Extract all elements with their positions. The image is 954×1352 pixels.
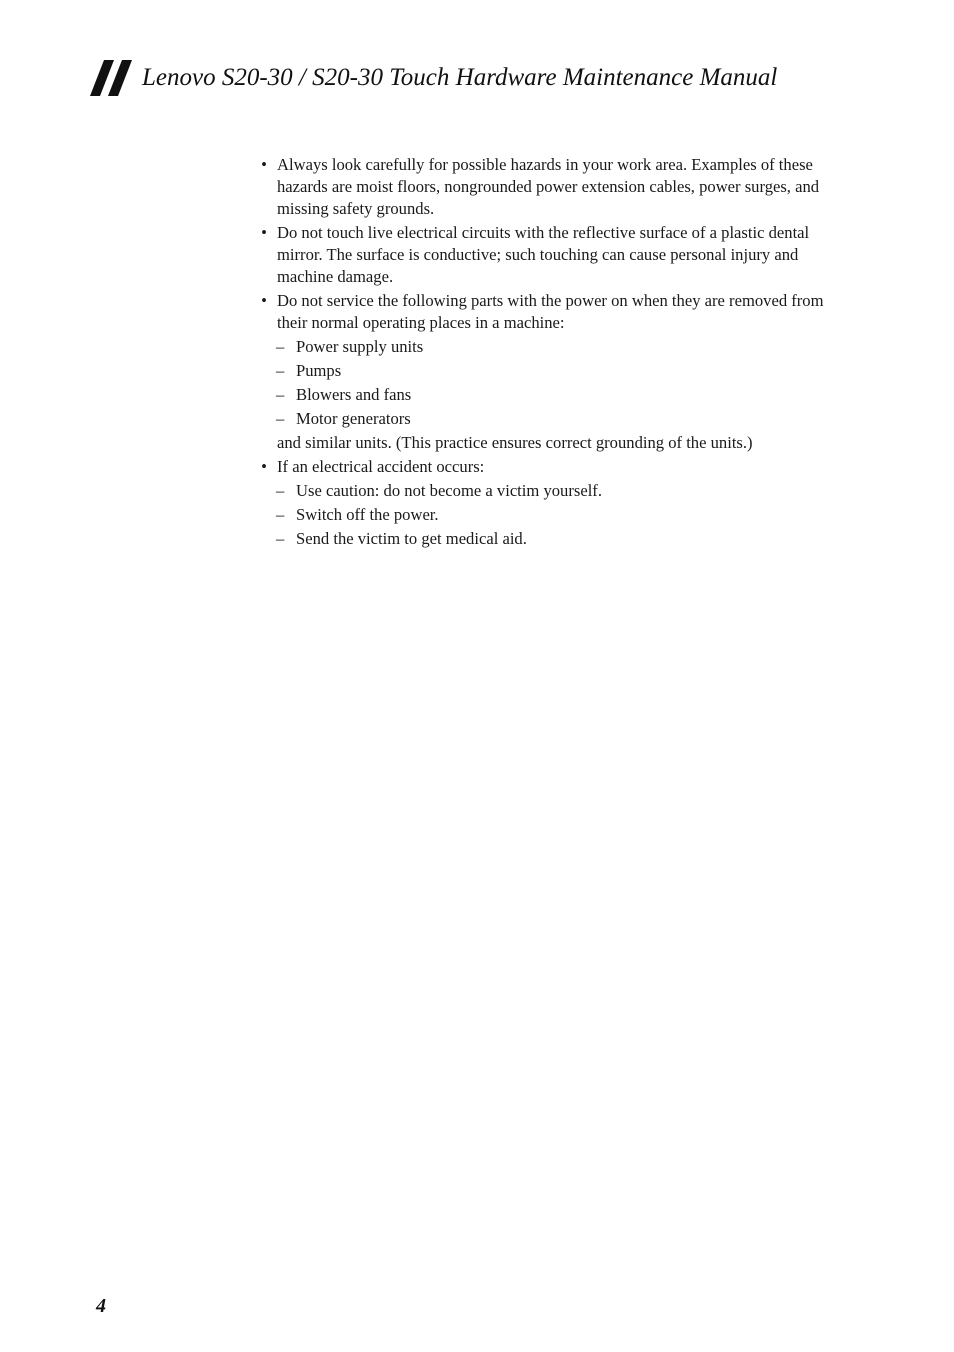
page-header xyxy=(90,58,777,98)
dash-symbol: – xyxy=(276,409,285,428)
sub-list-item-text: Motor generators xyxy=(296,409,411,428)
list-item-text: Do not touch live electrical circuits with the reflective surface of a plastic dental mirror. The surface is conductive; such touching can cause personal injury and machine damage. xyxy=(277,223,810,286)
sub-list-item-text: Power supply units xyxy=(296,337,424,356)
dash-symbol: – xyxy=(276,385,285,404)
list-item-text: Always look carefully for possible hazards in your work area. Examples of these hazards are moist floors, nongrounded power extension cables, power surges, and missing safety grounds. xyxy=(277,155,820,218)
sub-list-item-text: Send the victim to get medical aid. xyxy=(296,529,527,548)
list-item xyxy=(257,456,857,478)
list-item xyxy=(257,290,857,334)
bullet-symbol: • xyxy=(261,291,267,310)
continuation-text: and similar units. (This practice ensures correct grounding of the units.) xyxy=(277,433,753,452)
page-number: 4 xyxy=(96,1295,106,1317)
sub-list-item xyxy=(257,336,857,358)
bullet-symbol: • xyxy=(261,457,267,476)
sub-list xyxy=(257,336,857,430)
sub-list-item-text: Switch off the power. xyxy=(296,505,439,524)
sub-list-item-text: Use caution: do not become a victim yourself. xyxy=(296,481,602,500)
list-item-text: If an electrical accident occurs: xyxy=(277,457,485,476)
manual-title: Lenovo S20-30 / S20-30 Touch Hardware Maintenance Manual xyxy=(142,64,778,91)
dash-symbol: – xyxy=(276,505,285,524)
list-item xyxy=(257,222,857,288)
list-item xyxy=(257,154,857,220)
sub-list-item-text: Blowers and fans xyxy=(296,385,412,404)
sub-list-item xyxy=(257,504,857,526)
sub-list-item xyxy=(257,408,857,430)
dash-symbol: – xyxy=(276,529,285,548)
dash-symbol: – xyxy=(276,481,285,500)
sub-list-item-text: Pumps xyxy=(296,361,342,380)
sub-list-item xyxy=(257,528,857,550)
bullet-symbol: • xyxy=(261,155,267,174)
bullet-symbol: • xyxy=(261,223,267,242)
dash-symbol: – xyxy=(276,337,285,356)
list-item-text: Do not service the following parts with the power on when they are removed from their normal operating places in a machine: xyxy=(277,291,824,332)
sub-list-item xyxy=(257,480,857,502)
dash-symbol: – xyxy=(276,361,285,380)
double-slash-icon xyxy=(90,60,134,96)
safety-list xyxy=(257,154,857,550)
sub-list-item xyxy=(257,360,857,382)
sub-list-item xyxy=(257,384,857,406)
sub-list xyxy=(257,480,857,550)
